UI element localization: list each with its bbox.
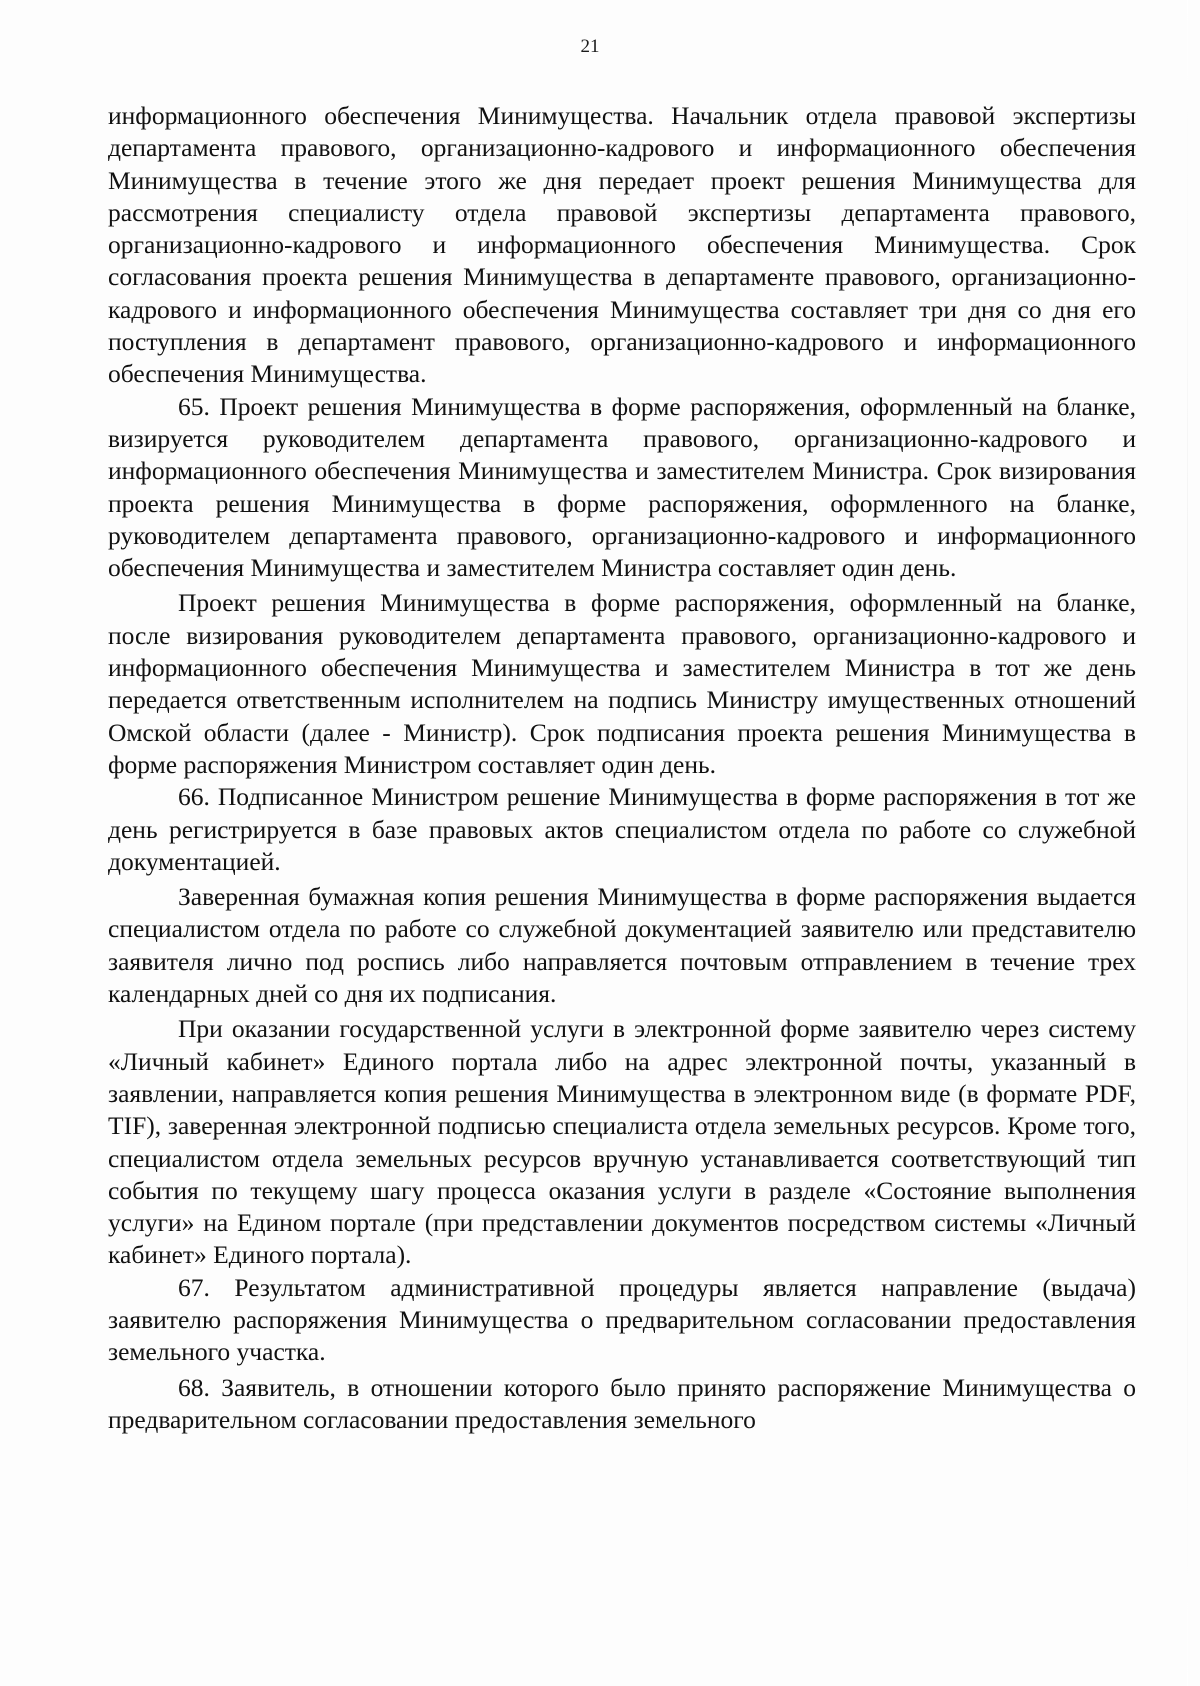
paragraph-continuation: информационного обеспечения Минимущества. Начальник отдела правовой экспертизы департамента правового, организационно-кадрового и информационного обеспечения Минимущества в течение этого же дня передает проект решения Минимущества для рассмотрения специалисту отдела правовой экспертизы департамента правового, организационно-кадрового и информационного обеспечения Минимущества. Срок согласования проекта решения Минимущества в департаменте правового, организационно-кадрового и информационного обеспечения Минимущества составляет три дня со дня его поступления в департамент правового, организационно-кадрового и информационного обеспечения Минимущества. [108, 101, 1136, 389]
paragraph-66: 66. Подписанное Министром решение Минимущества в форме распоряжения в тот же день регистрируется в базе правовых актов специалистом отдела по работе со служебной документацией. [108, 782, 1136, 876]
scan-edge [1187, 0, 1188, 1686]
paragraph-65: 65. Проект решения Минимущества в форме распоряжения, оформленный на бланке, визируется руководителем департамента правового, организационно-кадрового и информационного обеспечения Минимущества и заместителем Министра. Срок визирования проекта решения Минимущества в форме распоряжения, оформленного на бланке, руководителем департамента правового, организационно-кадрового и информационного обеспечения Минимущества и заместителем Министра составляет один день. [108, 391, 1136, 583]
page-number: 21 [580, 36, 600, 57]
paragraph-68: 68. Заявитель, в отношении которого было принято распоряжение Минимущества о предварительном согласовании предоставления земельного [108, 1372, 1136, 1434]
document-body [108, 100, 1136, 1436]
paragraph-66-electronic: При оказании государственной услуги в электронной форме заявителю через систему «Личный кабинет» Единого портала либо на адрес электронной почты, указанный в заявлении, направляется копия решения Минимущества в электронном виде (в формате PDF, TIF), заверенная электронной подписью специалиста отдела земельных ресурсов. Кроме того, специалистом отдела земельных ресурсов вручную устанавливается соответствующий тип события по текущему шагу процесса оказания услуги в разделе «Состояние выполнения услуги» на Едином портале (при представлении документов посредством системы «Личный кабинет» Единого портала). [108, 1014, 1136, 1270]
paragraph-65-signing: Проект решения Минимущества в форме распоряжения, оформленный на бланке, после визирования руководителем департамента правового, организационно-кадрового и информационного обеспечения Минимущества и заместителем Министра в тот же день передается ответственным исполнителем на подпись Министру имущественных отношений Омской области (далее - Министр). Срок подписания проекта решения Минимущества в форме распоряжения Министром составляет один день. [108, 588, 1136, 779]
paragraph-66-paper-copy: Заверенная бумажная копия решения Минимущества в форме распоряжения выдается специалистом отдела по работе со служебной документацией заявителю или представителю заявителя лично под роспись либо направляется почтовым отправлением в течение трех календарных дней со дня их подписания. [108, 882, 1136, 1009]
paragraph-67: 67. Результатом административной процедуры является направление (выдача) заявителю распоряжения Минимущества о предварительном согласовании предоставления земельного участка. [108, 1272, 1136, 1367]
